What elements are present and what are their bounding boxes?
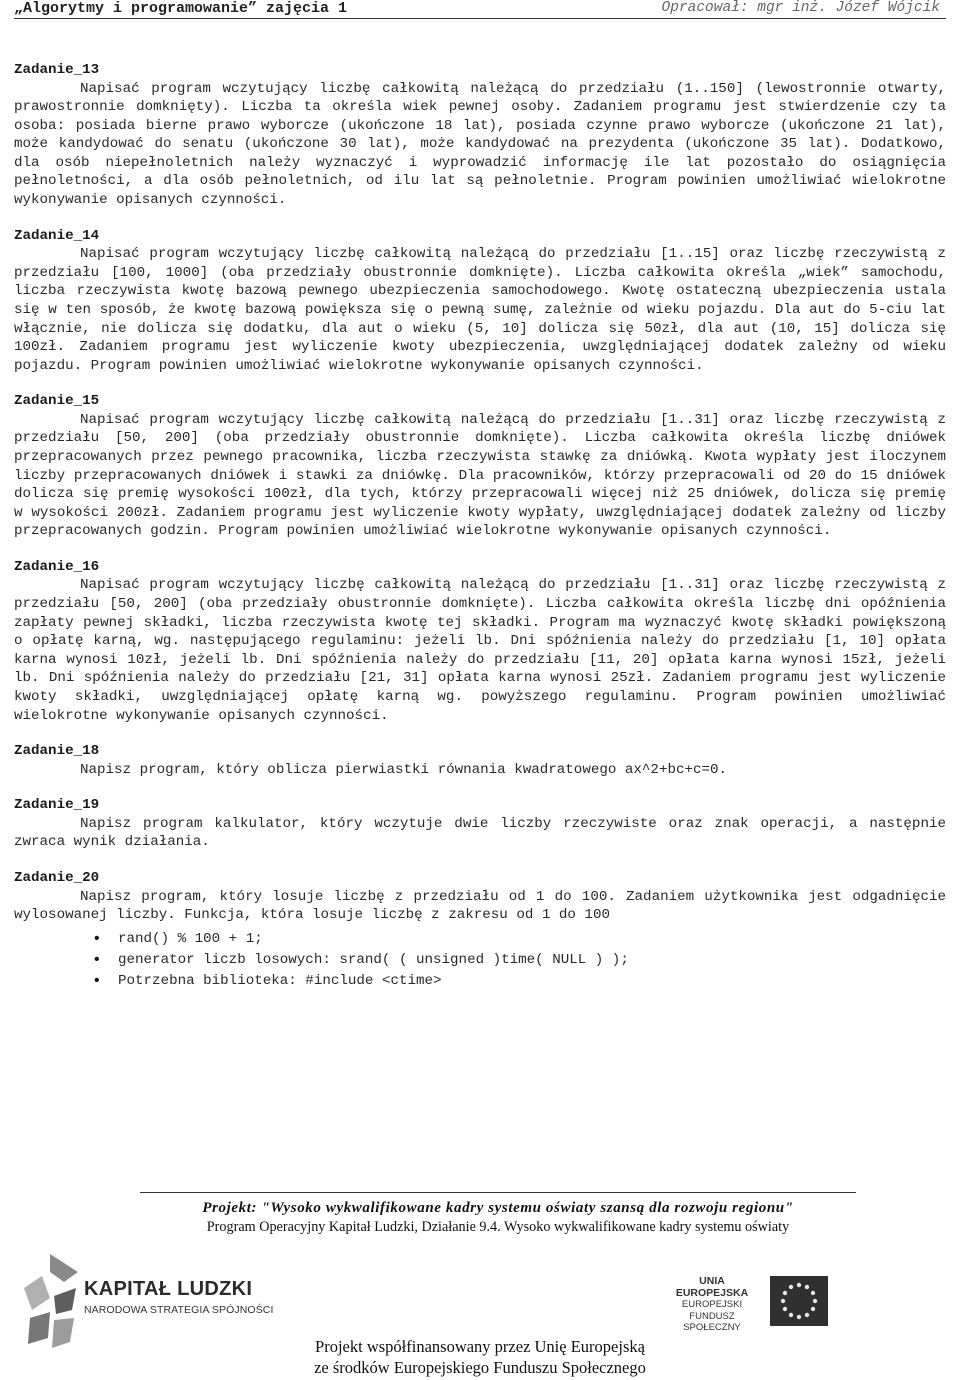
task-19 (14, 796, 946, 852)
hint-list (14, 929, 946, 992)
task-13 (14, 61, 946, 210)
project-name: Projekt: "Wysoko wykwalifikowane kadry systemu oświaty szansą dla rozwoju regionu" (202, 1200, 794, 1216)
eu-logo (662, 1276, 932, 1346)
task-description: Napisać program wczytujący liczbę całkowitą należącą do przedziału [1..31] oraz liczbę rzeczywistą z przedziału [50, 200] (oba przedziały obustronnie domknięte). Liczba całkowita określa liczbę dni opóźnienia zapłaty pewnej składki, liczba rzeczywista kwotę tej składki. Program ma wyznaczyć kwotę składki powiększoną o opłatę karną, wg. następującego regulaminu: jeżeli lb. Dni spóźnienia należy do przedziału [1, 10] opłata karna wynosi 10zł, jeżeli lb. Dni spóźnienia należy do przedziału [11, 20] opłata karna wynosi 15zł, jeżeli lb. Dni spóźnienia należy do przedziału [21, 31] opłata karna wynosi 25zł. Zadaniem programu jest wyliczenie kwoty składki, uwzględniającej opłatę karną wg. powyższego regulaminu. Program powinien umożliwiać wielokrotne wykonywanie opisanych czynności. (14, 577, 946, 724)
author-line: Opracował: mgr inż. Józef Wójcik (661, 0, 940, 16)
kapital-ludzki-emblem-icon (20, 1252, 80, 1350)
page-header (14, 0, 946, 19)
cofinancing-line: Projekt współfinansowany przez Unię Europejską (315, 1337, 645, 1356)
task-20 (14, 869, 946, 992)
cofinancing-line: ze środków Europejskiego Funduszu Społecznego (314, 1358, 646, 1377)
eu-logo-line: FUNDUSZ SPOŁECZNY (683, 1310, 741, 1333)
list-item: • generator liczb losowych: srand( ( unsigned )time( NULL ) ); (92, 950, 946, 971)
cofinancing-note (270, 1336, 690, 1378)
eu-logo-line: UNIA EUROPEJSKA (675, 1275, 749, 1299)
task-title: Zadanie_19 (14, 797, 100, 814)
document-title: „Algorytmy i programowanie” zajęcia 1 (14, 0, 348, 17)
task-description: Napisz program kalkulator, który wczytuje dwie liczby rzeczywiste oraz znak operacji, a następnie zwraca wynik działania. (14, 815, 946, 851)
eu-logo-line: EUROPEJSKI (681, 1299, 743, 1310)
list-item: • rand() % 100 + 1; (92, 929, 946, 950)
logo-title: KAPITAŁ LUDZKI (84, 1278, 253, 1300)
task-description: Napisać program wczytujący liczbę całkowitą należącą do przedziału [1..15] oraz liczbę rzeczywistą z przedziału [100, 1000] (oba przedziały obustronnie domknięte). Liczba całkowita określa „wiek” samochodu, liczba rzeczywista kwotę bazową pewnego ubezpieczenia samochodowego. Kwotę ostateczną ubezpieczenia ustala się w ten sposób, że kwotę bazową powiększa się o pewną sumę, zależnie od wieku pojazdu. Dla aut do 5-ciu lat włącznie, nie dolicza się dodatku, dla aut o wieku (5, 10] dolicza się 50zł, dla aut (10, 15] dolicza się 100zł. Zadaniem programu jest wyliczenie kwoty ubezpieczenia, uwzględniającej dodatek zależny od wieku pojazdu. Program powinien umożliwiać wielokrotne wykonywanie opisanych czynności. (14, 246, 946, 374)
task-description: Napisz program, który oblicza pierwiastki równania kwadratowego ax^2+bc+c=0. (80, 761, 728, 778)
task-description: Napisać program wczytujący liczbę całkowitą należącą do przedziału (1..150] (lewostronnie otwarty, prawostronnie domknięty). Liczba ta określa wiek pewnej osoby. Zadaniem programu jest stwierdzenie czy ta osoba: posiada bierne prawo wyborcze (ukończone 18 lat), posiada czynne prawo wyborcze (ukończone 21 lat), może kandydować do senatu (ukończone 30 lat), może kandydować na prezydenta (ukończone 35 lat). Dodatkowo, dla osób niepełnoletnich należy wyznaczyć i wyprowadzić informację ile lat pozostało do osiągnięcia pełnoletności, a dla osób pełnoletnich, od ilu lat są pełnoletnie. Program powinien umożliwiać wielokrotne wykonywanie opisanych czynności. (14, 80, 946, 209)
document-body (14, 61, 946, 1009)
program-name: Program Operacyjny Kapitał Ludzki, Działanie 9.4. Wysoko wykwalifikowane kadry systemu oświaty (206, 1219, 790, 1235)
list-item: • Potrzebna biblioteka: #include <ctime> (92, 971, 946, 992)
task-title: Zadanie_20 (14, 870, 100, 886)
task-description: Napisz program, który losuje liczbę z przedziału od 1 do 100. Zadaniem użytkownika jest odgadnięcie wylosowanej liczby. Funkcja, która losuje liczbę z zakresu od 1 do 100 (14, 888, 946, 924)
footer-divider (140, 1192, 856, 1193)
task-title: Zadanie_15 (14, 393, 100, 410)
task-18 (14, 742, 946, 779)
eu-logo-text (662, 1276, 762, 1334)
task-description: Napisać program wczytujący liczbę całkowitą należącą do przedziału [1..31] oraz liczbę rzeczywistą z przedziału [50, 200] (oba przedziały obustronnie domknięte). Liczba całkowita określa liczbę dniówek przepracowanych przez pewnego pracownika, liczba rzeczywista stawkę za dniówką. Kwota wypłaty jest iloczynem liczby przepracowanych dniówek i stawki za dniówkę. Dla pracowników, którzy przepracowali od 20 do 15 dniówek dolicza się premię wysokości 100zł, dla tych, którzy przepracowali więcej niż 25 dniówek, dolicza się premię w wysokości 200zł. Zadaniem programu jest wyliczenie kwoty wypłaty, uwzględniającej dodatek zależny od liczby przepracowanych godzin. Program powinien umożliwiać wielokrotne wykonywanie opisanych czynności. (14, 411, 946, 540)
task-15 (14, 392, 946, 541)
task-14 (14, 227, 946, 376)
task-title: Zadanie_14 (14, 227, 100, 244)
logo-subtitle: NARODOWA STRATEGIA SPÓJNOŚCI (84, 1304, 274, 1316)
eu-flag-icon (770, 1276, 828, 1326)
kapital-ludzki-logo (20, 1252, 280, 1350)
task-title: Zadanie_16 (14, 558, 100, 575)
task-16 (14, 558, 946, 725)
task-title: Zadanie_13 (14, 62, 100, 78)
task-title: Zadanie_18 (14, 743, 100, 760)
